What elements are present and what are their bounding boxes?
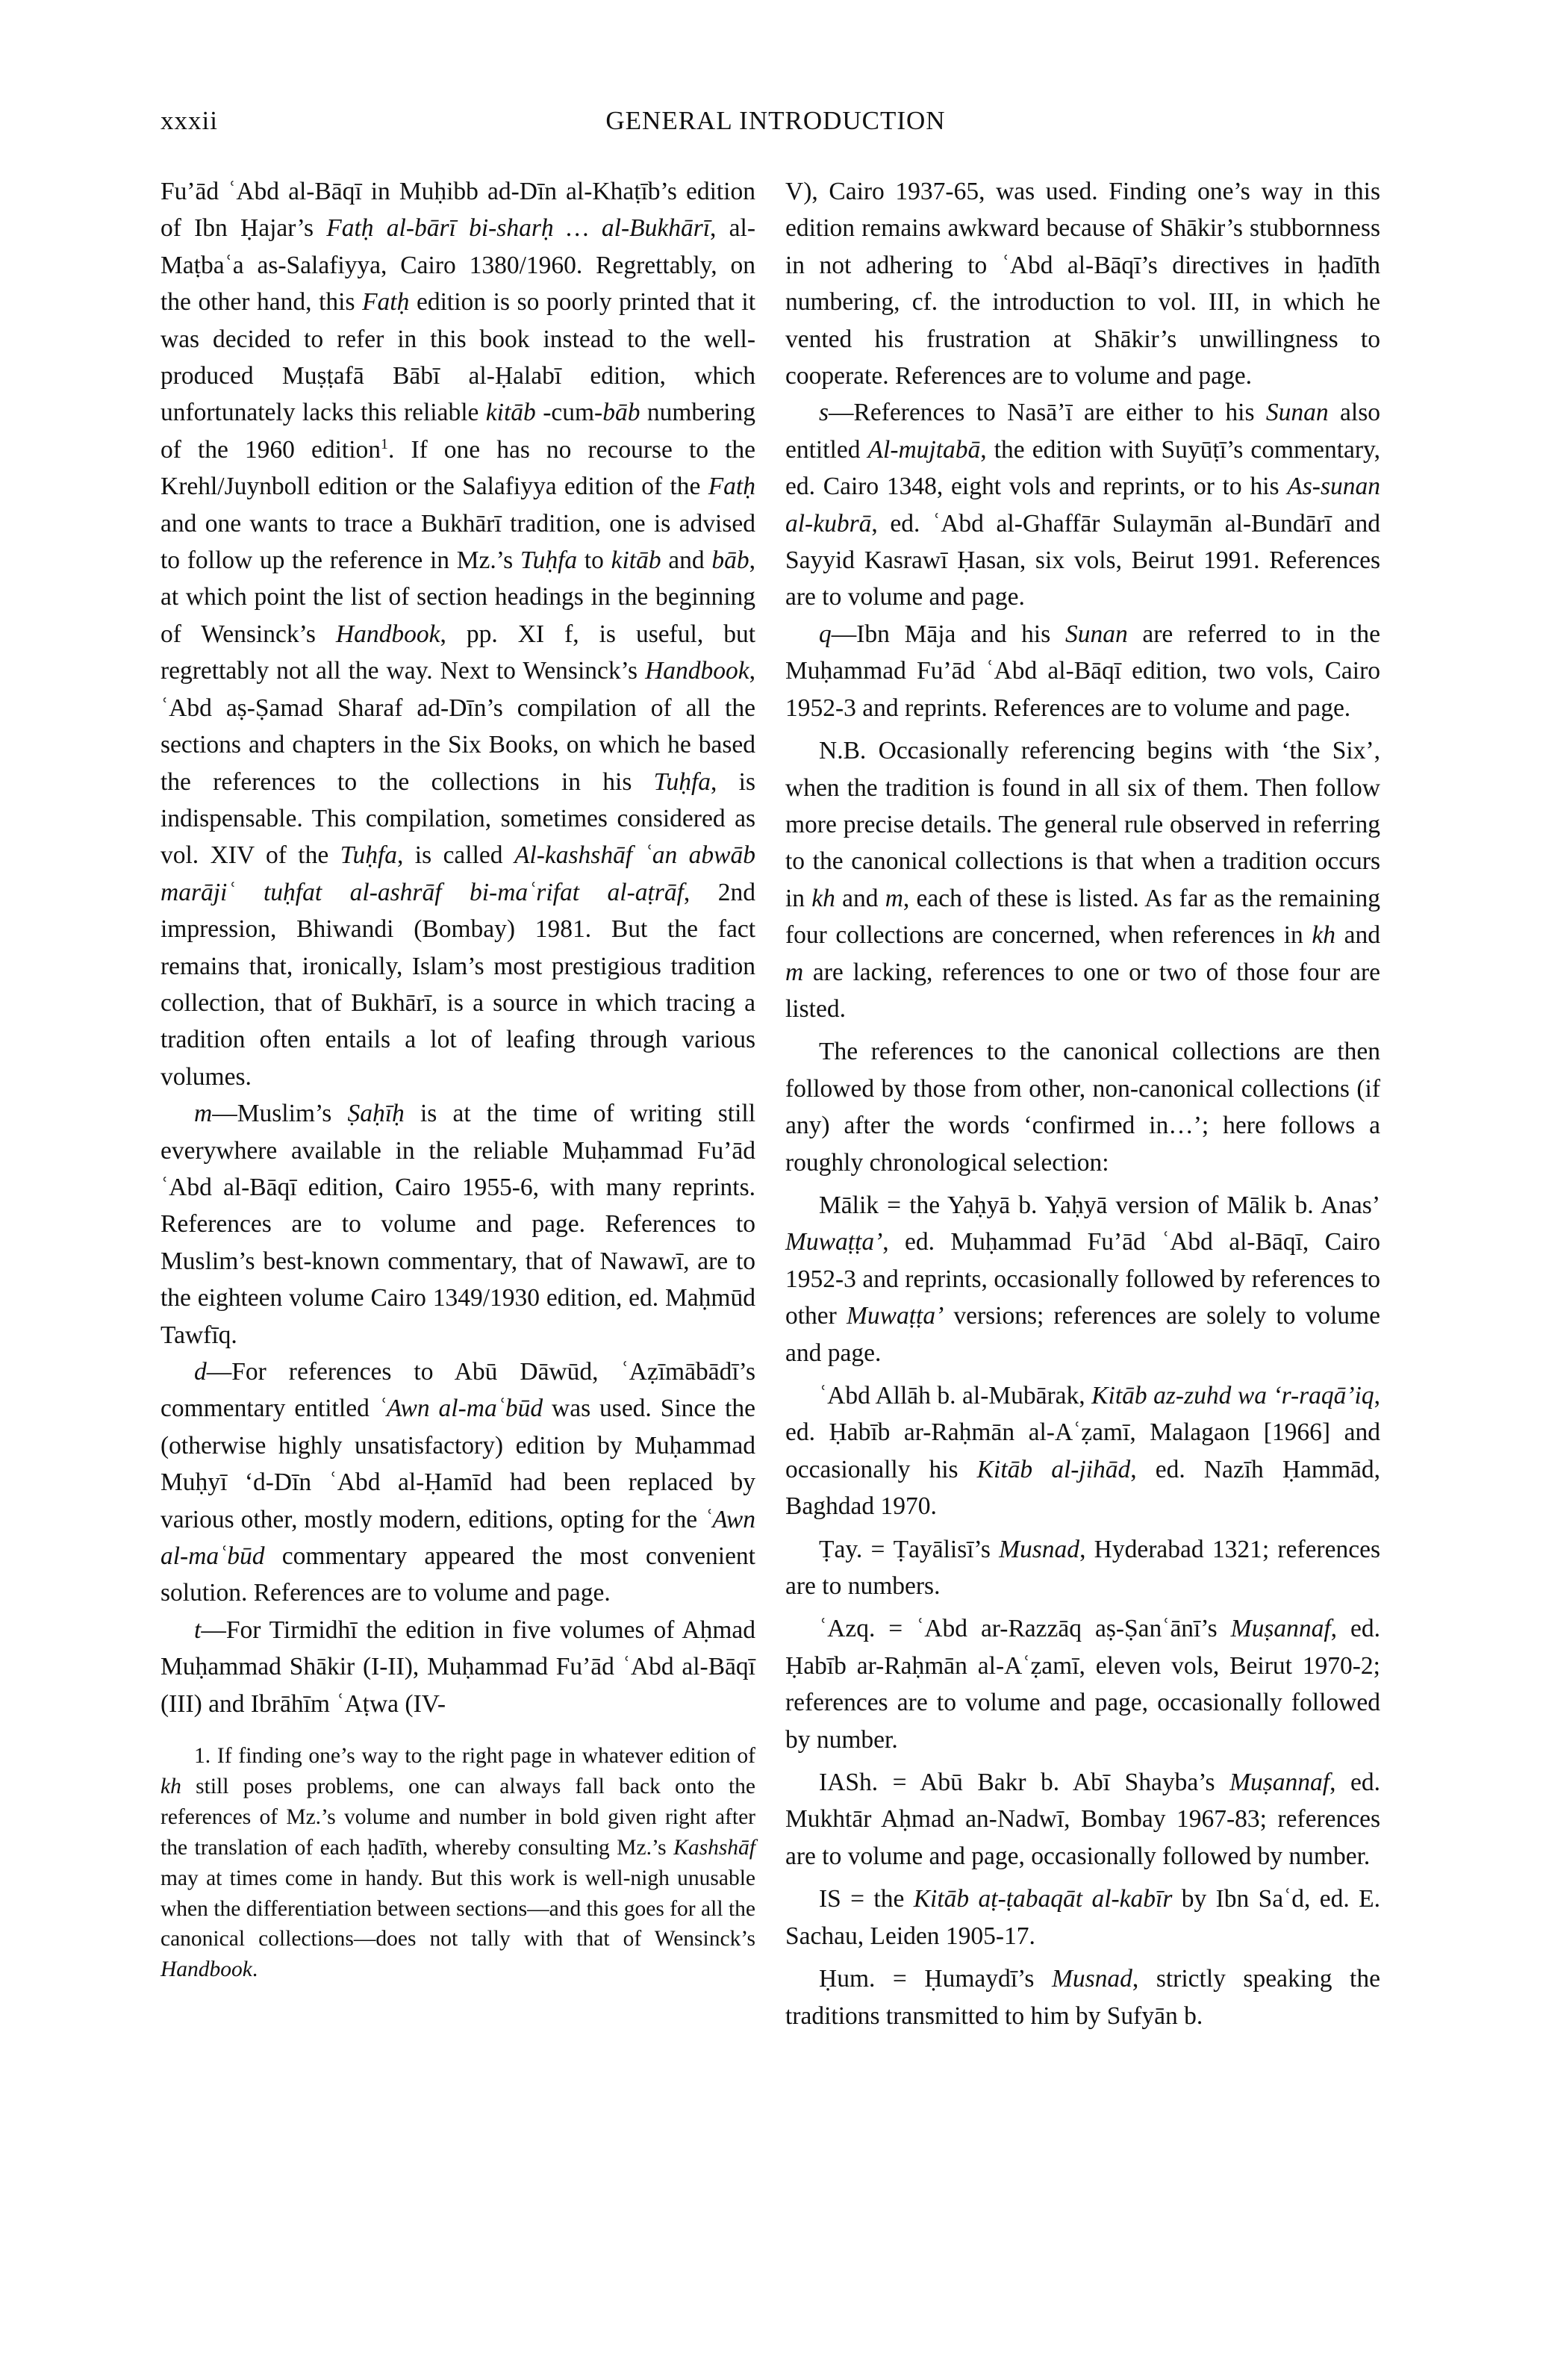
paragraph-nb: N.B. Occasionally referencing begins with ‘the Six’, when the tradition is found in all six of them. Then follow more precise details. The general rule observed in referring to the canonical collections is that when a tradition occurs in kh and m, each of these is listed. As far as the remaining four collections are concerned, when references in kh and m are lacking, references to one or two of those four are listed. xyxy=(785,737,1380,1023)
page-number: xxxii xyxy=(160,106,218,135)
running-title: GENERAL INTRODUCTION xyxy=(605,106,946,135)
entry-ibn-abi-shayba: IASh. = Abū Bakr b. Abī Shayba’s Muṣannaf, ed. Mukhtār Aḥmad an-Nadwī, Bombay 1967-83; references are to volume and page, occasionally followed by number. xyxy=(785,1769,1380,1870)
footnote-ref: 1 xyxy=(381,435,389,452)
paragraph-non-canonical-intro: The references to the canonical collections are then followed by those from other, non-canonical collections (if any) after the words ‘confirmed in…’; here follows a roughly chronological selection: xyxy=(785,1038,1380,1177)
entry-abd-ar-razzaq: ʿAzq. = ʿAbd ar-Razzāq aṣ-Ṣanʿānī’s Muṣannaf, ed. Ḥabīb ar-Raḥmān al-Aʿẓamī, eleven vols, Beirut 1970-2; references are to volume and page, occasionally followed by number. xyxy=(785,1615,1380,1754)
paragraph-tirmidhi-continued: V), Cairo 1937-65, was used. Finding one’s way in this edition remains awkward because of Shākir’s stubbornness in not adhering to ʿAbd al-Bāqī’s directives in ḥadīth numbering, cf. the introduction to vol. III, in which he vented his frustration at Shākir’s unwillingness to cooperate. References are to volume and page. xyxy=(785,178,1380,390)
entry-ibn-sad: IS = the Kitāb aṭ-ṭabaqāt al-kabīr by Ibn Saʿd, ed. E. Sachau, Leiden 1905-17. xyxy=(785,1885,1380,1950)
entry-tayalisi: Ṭay. = Ṭayālisī’s Musnad, Hyderabad 1321; references are to numbers. xyxy=(785,1535,1380,1601)
paragraph-muslim: m—Muslim’s Ṣaḥīḥ is at the time of writing still everywhere available in the reliable Muḥammad Fu’ād ʿAbd al-Bāqī edition, Cairo 1955-6, with many reprints. References are to volume and page. References to Muslim’s best-known commentary, that of Nawawī, are to the eighteen volume Cairo 1349/1930 edition, ed. Maḥmūd Tawfīq. xyxy=(160,1100,755,1349)
paragraph-abu-dawud: d—For references to Abū Dāwūd, ʿAẓīmābādī’s commentary entitled ʿAwn al-maʿbūd was used. Since the (otherwise highly unsatisfactory) edition by Muḥammad Muḥyī ‘d-Dīn ʿAbd al-Ḥamīd had been replaced by various other, mostly modern, editions, opting for the ʿAwn al-maʿbūd commentary appeared the most convenient solution. References are to volume and page. xyxy=(160,1358,755,1607)
running-header xyxy=(160,106,1391,143)
right-column xyxy=(785,173,1380,2034)
paragraph-nasai: s—References to Nasā’ī are either to his Sunan also entitled Al-mujtabā, the edition with Suyūṭī’s commentary, ed. Cairo 1348, eight vols and reprints, or to his As-sunan al-kubrā, ed. ʿAbd al-Ghaffār Sulaymān al-Bundārī and Sayyid Kasrawī Ḥasan, six vols, Beirut 1991. References are to volume and page. xyxy=(785,399,1381,611)
entry-malik: Mālik = the Yaḥyā b. Yaḥyā version of Mālik b. Anas’ Muwaṭṭa’, ed. Muḥammad Fu’ād ʿAbd al-Bāqī, Cairo 1952-3 and reprints, occasionally followed by references to other Muwaṭṭa’ versions; references are solely to volume and page. xyxy=(785,1191,1380,1367)
footnote xyxy=(160,1741,755,1985)
footnote-1: 1. If finding one’s way to the right page in whatever edition of kh still poses problems, one can always fall back onto the references of Mz.’s volume and number in bold given right after the translation of each ḥadīth, whereby consulting Mz.’s Kashshāf may at times come in handy. But this work is well-nigh unusable when the differentiation between sections—and this goes for all the canonical collections—does not tally with that of Wensinck’s Handbook. xyxy=(160,1744,755,1982)
entry-humaydi: Ḥum. = Ḥumaydī’s Musnad, strictly speaking the traditions transmitted to him by Sufyān b. xyxy=(785,1965,1380,2030)
paragraph-ibn-maja: q—Ibn Māja and his Sunan are referred to in the Muḥammad Fu’ād ʿAbd al-Bāqī edition, two vols, Cairo 1952-3 and reprints. References are to volume and page. xyxy=(785,620,1381,722)
left-column xyxy=(160,173,755,1722)
paragraph-bukhari-continued: Fu’ād ʿAbd al-Bāqī in Muḥibb ad-Dīn al-Khaṭīb’s edition of Ibn Ḥajar’s Fatḥ al-bārī bi-sharḥ … al-Bukhārī, al-Maṭbaʿa as-Salafiyya, Cairo 1380/1960. Regrettably, on the other hand, this Fatḥ edition is so poorly printed that it was decided to refer in this book instead to the well-produced Muṣṭafā Bābī al-Ḥalabī edition, which unfortunately lacks this reliable kitāb -cum-bāb numbering of the 1960 edition$^1$. If one has no recourse to the Krehl/Juynboll edition or the Salafiyya edition of the Fatḥ and one wants to trace a Bukhārī tradition, one is advised to follow up the reference in Mz.’s Tuḥfa to kitāb and bāb, at which point the list of section headings in the beginning of Wensinck’s Handbook, pp. XI f, is useful, but regrettably not all the way. Next to Wensinck’s Handbook, ʿAbd aṣ-Ṣamad Sharaf ad-Dīn’s compilation of all the sections and chapters in the Six Books, on which he based the references to the collections in his Tuḥfa, is indispensable. This compilation, sometimes considered as vol. XIV of the Tuḥfa, is called Al-kashshāf ʿan abwāb marājiʿ tuḥfat al-ashrāf bi-maʿrifat al-aṭrāf, 2nd impression, Bhiwandi (Bombay) 1981. But the fact remains that, ironically, Islam’s most prestigious tradition collection, that of Bukhārī, is a source in which tracing a tradition often entails a lot of leafing through various volumes. xyxy=(160,178,756,1091)
entry-ibn-al-mubarak: ʿAbd Allāh b. al-Mubārak, Kitāb az-zuhd wa ‘r-raqā’iq, ed. Ḥabīb ar-Raḥmān al-Aʿẓamī, Malagaon [1966] and occasionally his Kitāb al-jihād, ed. Nazīh Ḥammād, Baghdad 1970. xyxy=(785,1382,1381,1521)
paragraph-tirmidhi: t—For Tirmidhī the edition in five volumes of Aḥmad Muḥammad Shākir (I-II), Muḥammad Fu’ād ʿAbd al-Bāqī (III) and Ibrāhīm ʿAṭwa (IV- xyxy=(160,1616,755,1718)
